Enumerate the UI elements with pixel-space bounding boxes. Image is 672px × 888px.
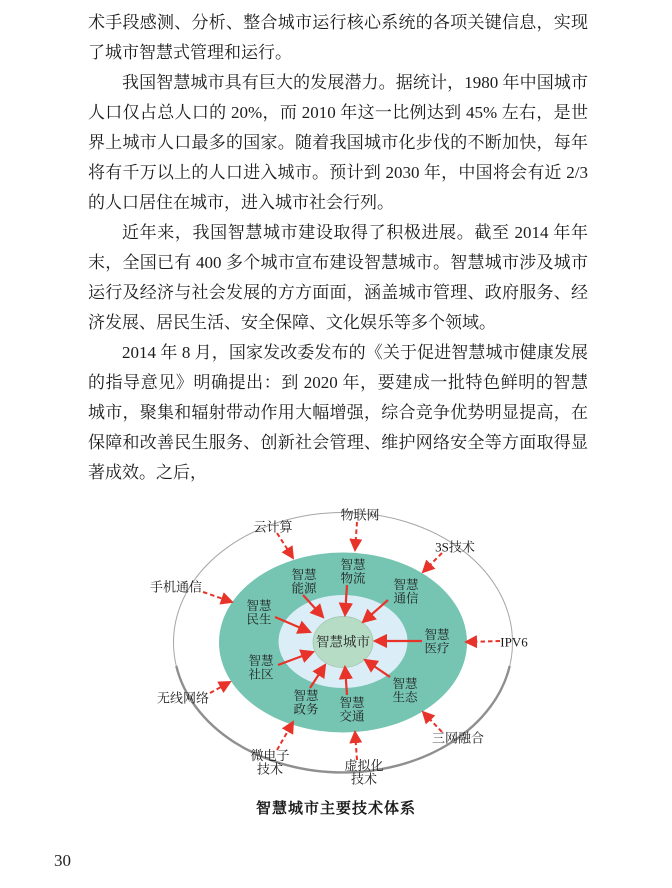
- ring-label-smart-communication: 智慧通信: [393, 578, 419, 606]
- ring-label-smart-medical: 智慧医疗: [424, 628, 450, 656]
- outer-label-triple-network-convergence: 三网融合: [431, 730, 485, 746]
- ring-label-smart-logistics: 智慧物流: [340, 558, 366, 586]
- core-label-smart-city: 智慧城市: [316, 634, 370, 650]
- ring-label-smart-energy: 智慧能源: [291, 568, 317, 596]
- paragraph-2: 我国智慧城市具有巨大的发展潜力。据统计，1980 年中国城市人口仅占总人口的 20%，而 2010 年这一比例达到 45% 左右，是世界上城市人口最多的国家。随着我国城市化步伐的不断加快，每年将有千万以上的人口进入城市。预计到 2030 年，中国将会有近 2/3 的人口居住在城市，进入城市社会行列。: [88, 73, 588, 212]
- ring-label-smart-governance: 智慧政务: [293, 689, 319, 717]
- outer-label-ipv6: IPV6: [500, 634, 528, 650]
- outer-label-virtualization: 虚拟化技术: [344, 758, 384, 787]
- outer-label-internet-of-things: 物联网: [340, 507, 380, 523]
- ring-label-smart-ecology: 智慧生态: [392, 677, 418, 705]
- ring-label-smart-livelihood: 智慧民生: [246, 599, 272, 627]
- outer-label-microelectronics: 微电子技术: [250, 748, 290, 777]
- page-number: 30: [54, 851, 71, 870]
- ring-label-smart-transport: 智慧交通: [339, 696, 365, 724]
- outer-label-3s-technology: 3S技术: [435, 539, 475, 555]
- outer-label-cloud-computing: 云计算: [253, 519, 293, 535]
- figure-caption: 智慧城市主要技术体系: [255, 800, 416, 817]
- paragraph-3: 近年来，我国智慧城市建设取得了积极进展。截至 2014 年年末，全国已有 400 多个城市宣布建设智慧城市。智慧城市涉及城市运行及经济与社会发展的方方面面，涵盖城市管理、政府服务、经济发展、居民生活、安全保障、文化娱乐等多个领域。: [88, 223, 588, 332]
- outer-label-mobile-communication: 手机通信: [149, 579, 203, 595]
- smart-city-technology-diagram: [80, 498, 560, 798]
- paragraph-1: 术手段感测、分析、整合城市运行核心系统的各项关键信息，实现了城市智慧式管理和运行。: [88, 13, 588, 62]
- ring-label-smart-community: 智慧社区: [248, 654, 274, 682]
- body-text: [88, 8, 588, 488]
- outer-label-wireless-network: 无线网络: [156, 690, 210, 706]
- paragraph-4: 2014 年 8 月，国家发改委发布的《关于促进智慧城市健康发展的指导意见》明确提出：到 2020 年，要建成一批特色鲜明的智慧城市，聚集和辐射带动作用大幅增强，综合竞争优势明显提高，在保障和改善民生服务、创新社会管理、维护网络安全等方面取得显著成效。之后，: [88, 343, 588, 482]
